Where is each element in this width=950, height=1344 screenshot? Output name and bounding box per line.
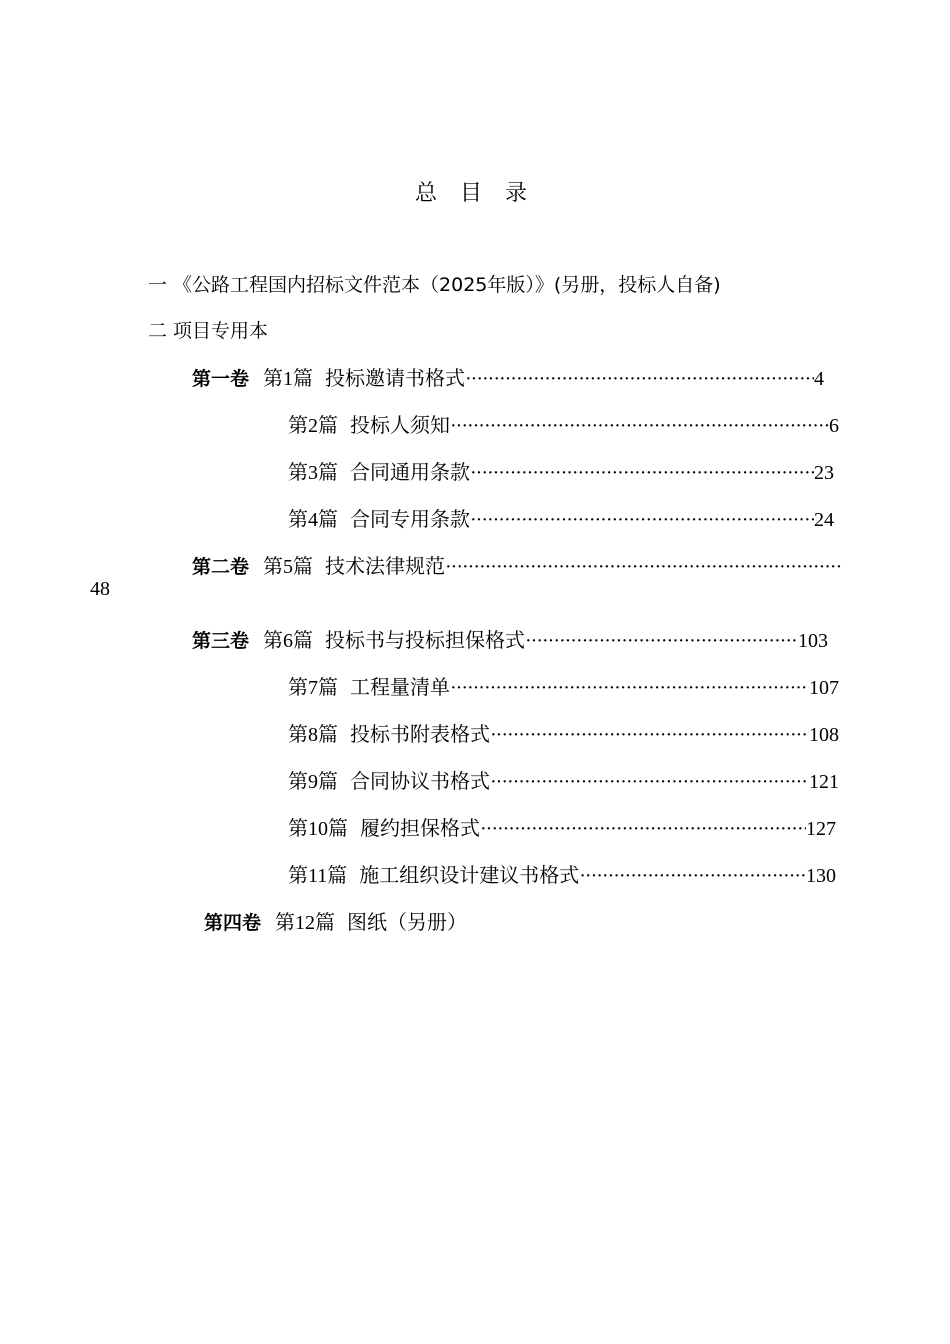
page-number: 108 <box>809 724 839 746</box>
toc-entry-10[interactable] <box>288 812 836 841</box>
dot-leader <box>465 368 814 391</box>
chapter-title: 履约担保格式 <box>360 818 480 840</box>
toc-entry-7[interactable] <box>288 671 839 700</box>
toc-entry-2[interactable] <box>288 409 839 438</box>
toc-entry-3[interactable] <box>288 456 834 485</box>
chapter-title: 投标人须知 <box>350 415 450 437</box>
chapter-number: 第6篇 <box>263 630 314 652</box>
toc-entry-1[interactable] <box>192 362 824 391</box>
chapter-number: 第8篇 <box>288 724 338 746</box>
dot-leader <box>470 509 814 532</box>
chapter-number: 第7篇 <box>288 677 338 699</box>
page-number: 130 <box>806 865 836 887</box>
dot-leader <box>445 556 842 579</box>
page-number: 127 <box>806 818 836 840</box>
page-number: 6 <box>829 415 839 437</box>
dot-leader <box>490 724 809 747</box>
dot-leader <box>450 677 809 700</box>
toc-entry-9[interactable] <box>288 765 839 794</box>
page-number: 48 <box>90 578 110 600</box>
page-number: 103 <box>798 630 828 652</box>
volume-label: 第一卷 <box>192 368 250 390</box>
dot-leader <box>480 818 806 841</box>
toc-entry-12[interactable] <box>204 906 704 935</box>
page-title: 总 目 录 <box>415 181 535 206</box>
chapter-number: 第1篇 <box>263 368 314 390</box>
volume-label: 第二卷 <box>192 556 250 578</box>
toc-entry-5[interactable] <box>192 550 842 579</box>
dot-leader <box>525 630 798 653</box>
toc-entry-11[interactable] <box>288 859 836 888</box>
chapter-number: 第10篇 <box>288 818 348 840</box>
dot-leader <box>579 865 806 888</box>
dot-leader <box>470 462 814 485</box>
chapter-number: 第5篇 <box>263 556 314 578</box>
page-number: 107 <box>809 677 839 699</box>
dot-leader <box>490 771 809 794</box>
page-number: 121 <box>809 771 839 793</box>
volume-label: 第四卷 <box>204 912 262 934</box>
chapter-title: 工程量清单 <box>350 677 450 699</box>
toc-entry-4[interactable] <box>288 503 834 532</box>
chapter-title: 投标书与投标担保格式 <box>325 630 526 652</box>
section-one: 一 《公路工程国内招标文件范本（2025年版）》(另册，投标人自备) <box>148 274 721 296</box>
chapter-title: 合同协议书格式 <box>350 771 490 793</box>
dot-leader <box>450 415 829 438</box>
chapter-title: 图纸（另册） <box>347 912 468 934</box>
volume-label: 第三卷 <box>192 630 250 652</box>
chapter-number: 第2篇 <box>288 415 338 437</box>
toc-entry-6[interactable] <box>192 624 828 653</box>
chapter-title: 投标书附表格式 <box>350 724 490 746</box>
chapter-title: 投标邀请书格式 <box>325 368 466 390</box>
section-two: 二 项目专用本 <box>148 320 269 342</box>
chapter-number: 第9篇 <box>288 771 338 793</box>
page-number: 23 <box>814 462 834 484</box>
page-number: 24 <box>814 509 834 531</box>
chapter-number: 第12篇 <box>275 912 336 934</box>
chapter-title: 施工组织设计建议书格式 <box>359 865 580 887</box>
chapter-title: 合同专用条款 <box>350 509 470 531</box>
chapter-number: 第3篇 <box>288 462 338 484</box>
toc-entry-8[interactable] <box>288 718 839 747</box>
chapter-title: 合同通用条款 <box>350 462 470 484</box>
page-number: 4 <box>814 368 824 390</box>
chapter-number: 第4篇 <box>288 509 338 531</box>
chapter-number: 第11篇 <box>288 865 348 887</box>
chapter-title: 技术法律规范 <box>325 556 446 578</box>
